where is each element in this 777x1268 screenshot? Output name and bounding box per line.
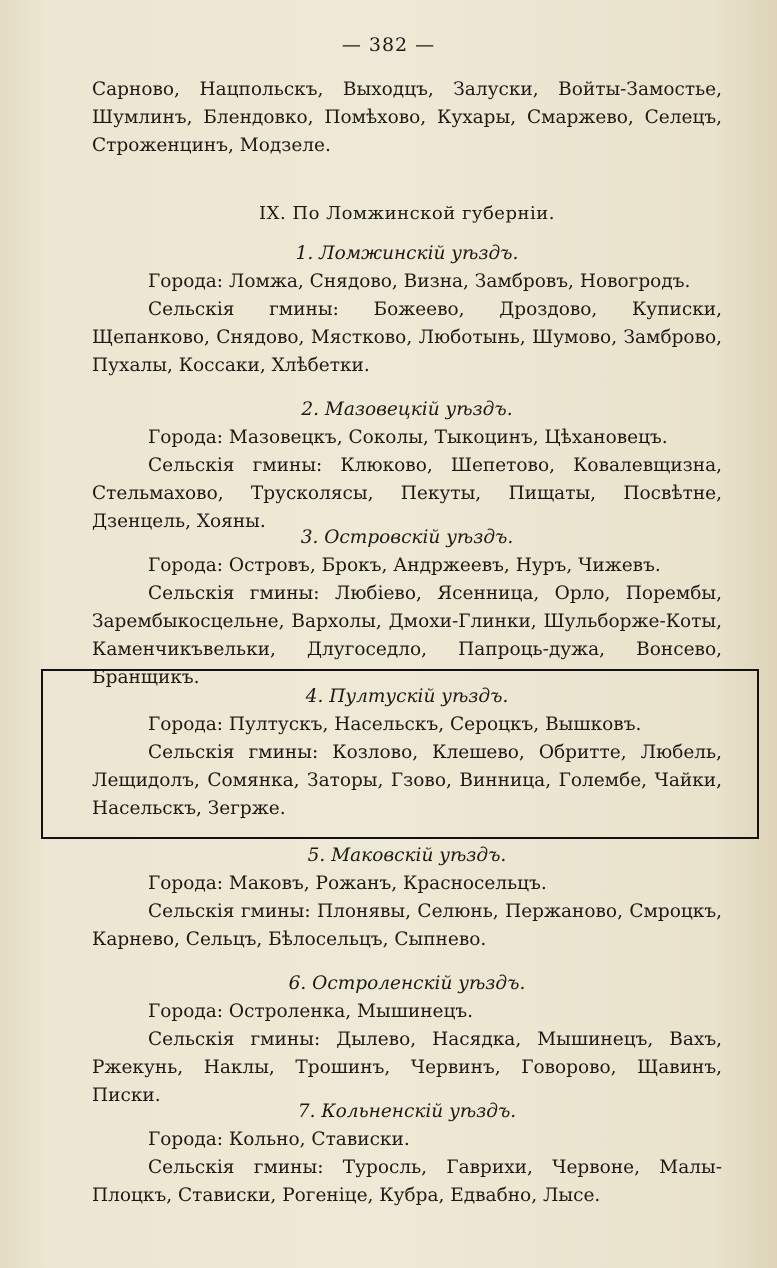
district-7 <box>92 1098 722 1210</box>
district-title: 3. Островскій уѣздъ. <box>300 527 514 548</box>
district-communes: Сельскія гмины: Плонявы, Селюнь, Пержаново, Смроцкъ, Карнево, Сельцъ, Бѣлосельцъ, Сыпнево. <box>92 901 722 950</box>
district-3 <box>92 524 722 692</box>
district-communes: Сельскія гмины: Любіево, Ясенница, Орло, Порембы, Зарембыкосцельне, Вархолы, Дмохи-Глинки, Шульборже-Коты, Каменчикъвельки, Длугоседло, Папроць-дужа, Вонсево, Бранщикъ. <box>92 583 722 688</box>
district-2 <box>92 396 722 536</box>
district-towns: Города: Мазовецкъ, Соколы, Тыкоцинъ, Цѣхановецъ. <box>148 427 668 448</box>
district-communes: Сельскія гмины: Божеево, Дроздово, Куписки, Щепанково, Снядово, Мястково, Люботынь, Шумово, Замброво, Пухалы, Коссаки, Хлѣбетки. <box>92 299 722 376</box>
district-towns: Города: Островъ, Брокъ, Андржеевъ, Нуръ, Чижевъ. <box>148 555 661 576</box>
district-title: 7. Кольненскій уѣздъ. <box>297 1101 517 1122</box>
district-title: 4. Пултускій уѣздъ. <box>305 686 509 707</box>
district-4 <box>92 683 722 823</box>
district-title: 1. Ломжинскій уѣздъ. <box>295 243 519 264</box>
district-communes: Сельскія гмины: Дылево, Насядка, Мышинецъ, Вахъ, Ржекунь, Наклы, Трошинъ, Червинъ, Говорово, Щавинъ, Писки. <box>92 1029 722 1106</box>
intro-block <box>92 76 722 160</box>
district-towns: Города: Маковъ, Рожанъ, Красносельцъ. <box>148 873 547 894</box>
district-communes: Сельскія гмины: Козлово, Клешево, Обритте, Любель, Лещидолъ, Сомянка, Заторы, Гзово, Винница, Голембе, Чайки, Насельскъ, Зегрже. <box>92 742 722 819</box>
district-title: 5. Маковскій уѣздъ. <box>307 845 507 866</box>
district-towns: Города: Кольно, Стависки. <box>148 1129 410 1150</box>
intro-paragraph: Сарново, Нацпольскъ, Выходцъ, Залуски, Войты-Замостье, Шумлинъ, Блендовко, Помѣхово, Кухары, Смаржево, Селецъ, Строженцинъ, Модзеле. <box>92 79 722 156</box>
district-6 <box>92 970 722 1110</box>
district-towns: Города: Пултускъ, Насельскъ, Сероцкъ, Вышковъ. <box>148 714 642 735</box>
section-heading: IX. По Ломжинской губерніи. <box>259 203 555 224</box>
district-towns: Города: Ломжа, Снядово, Визна, Замбровъ, Новогродъ. <box>148 271 691 292</box>
district-5 <box>92 842 722 954</box>
district-communes: Сельскія гмины: Клюково, Шепетово, Ковалевщизна, Стельмахово, Трусколясы, Пекуты, Пищаты, Посвѣтне, Дзенцель, Хояны. <box>92 455 722 532</box>
district-title: 2. Мазовецкій уѣздъ. <box>301 399 513 420</box>
page-number: — 382 — <box>341 34 436 56</box>
district-1 <box>92 240 722 380</box>
section-heading-block <box>92 203 722 224</box>
district-title: 6. Остроленскій уѣздъ. <box>288 973 526 994</box>
district-towns: Города: Остроленка, Мышинецъ. <box>148 1001 474 1022</box>
district-communes: Сельскія гмины: Туросль, Гаврихи, Червоне, Малы-Плоцкъ, Стависки, Рогеніце, Кубра, Едвабно, Лысе. <box>92 1157 722 1206</box>
